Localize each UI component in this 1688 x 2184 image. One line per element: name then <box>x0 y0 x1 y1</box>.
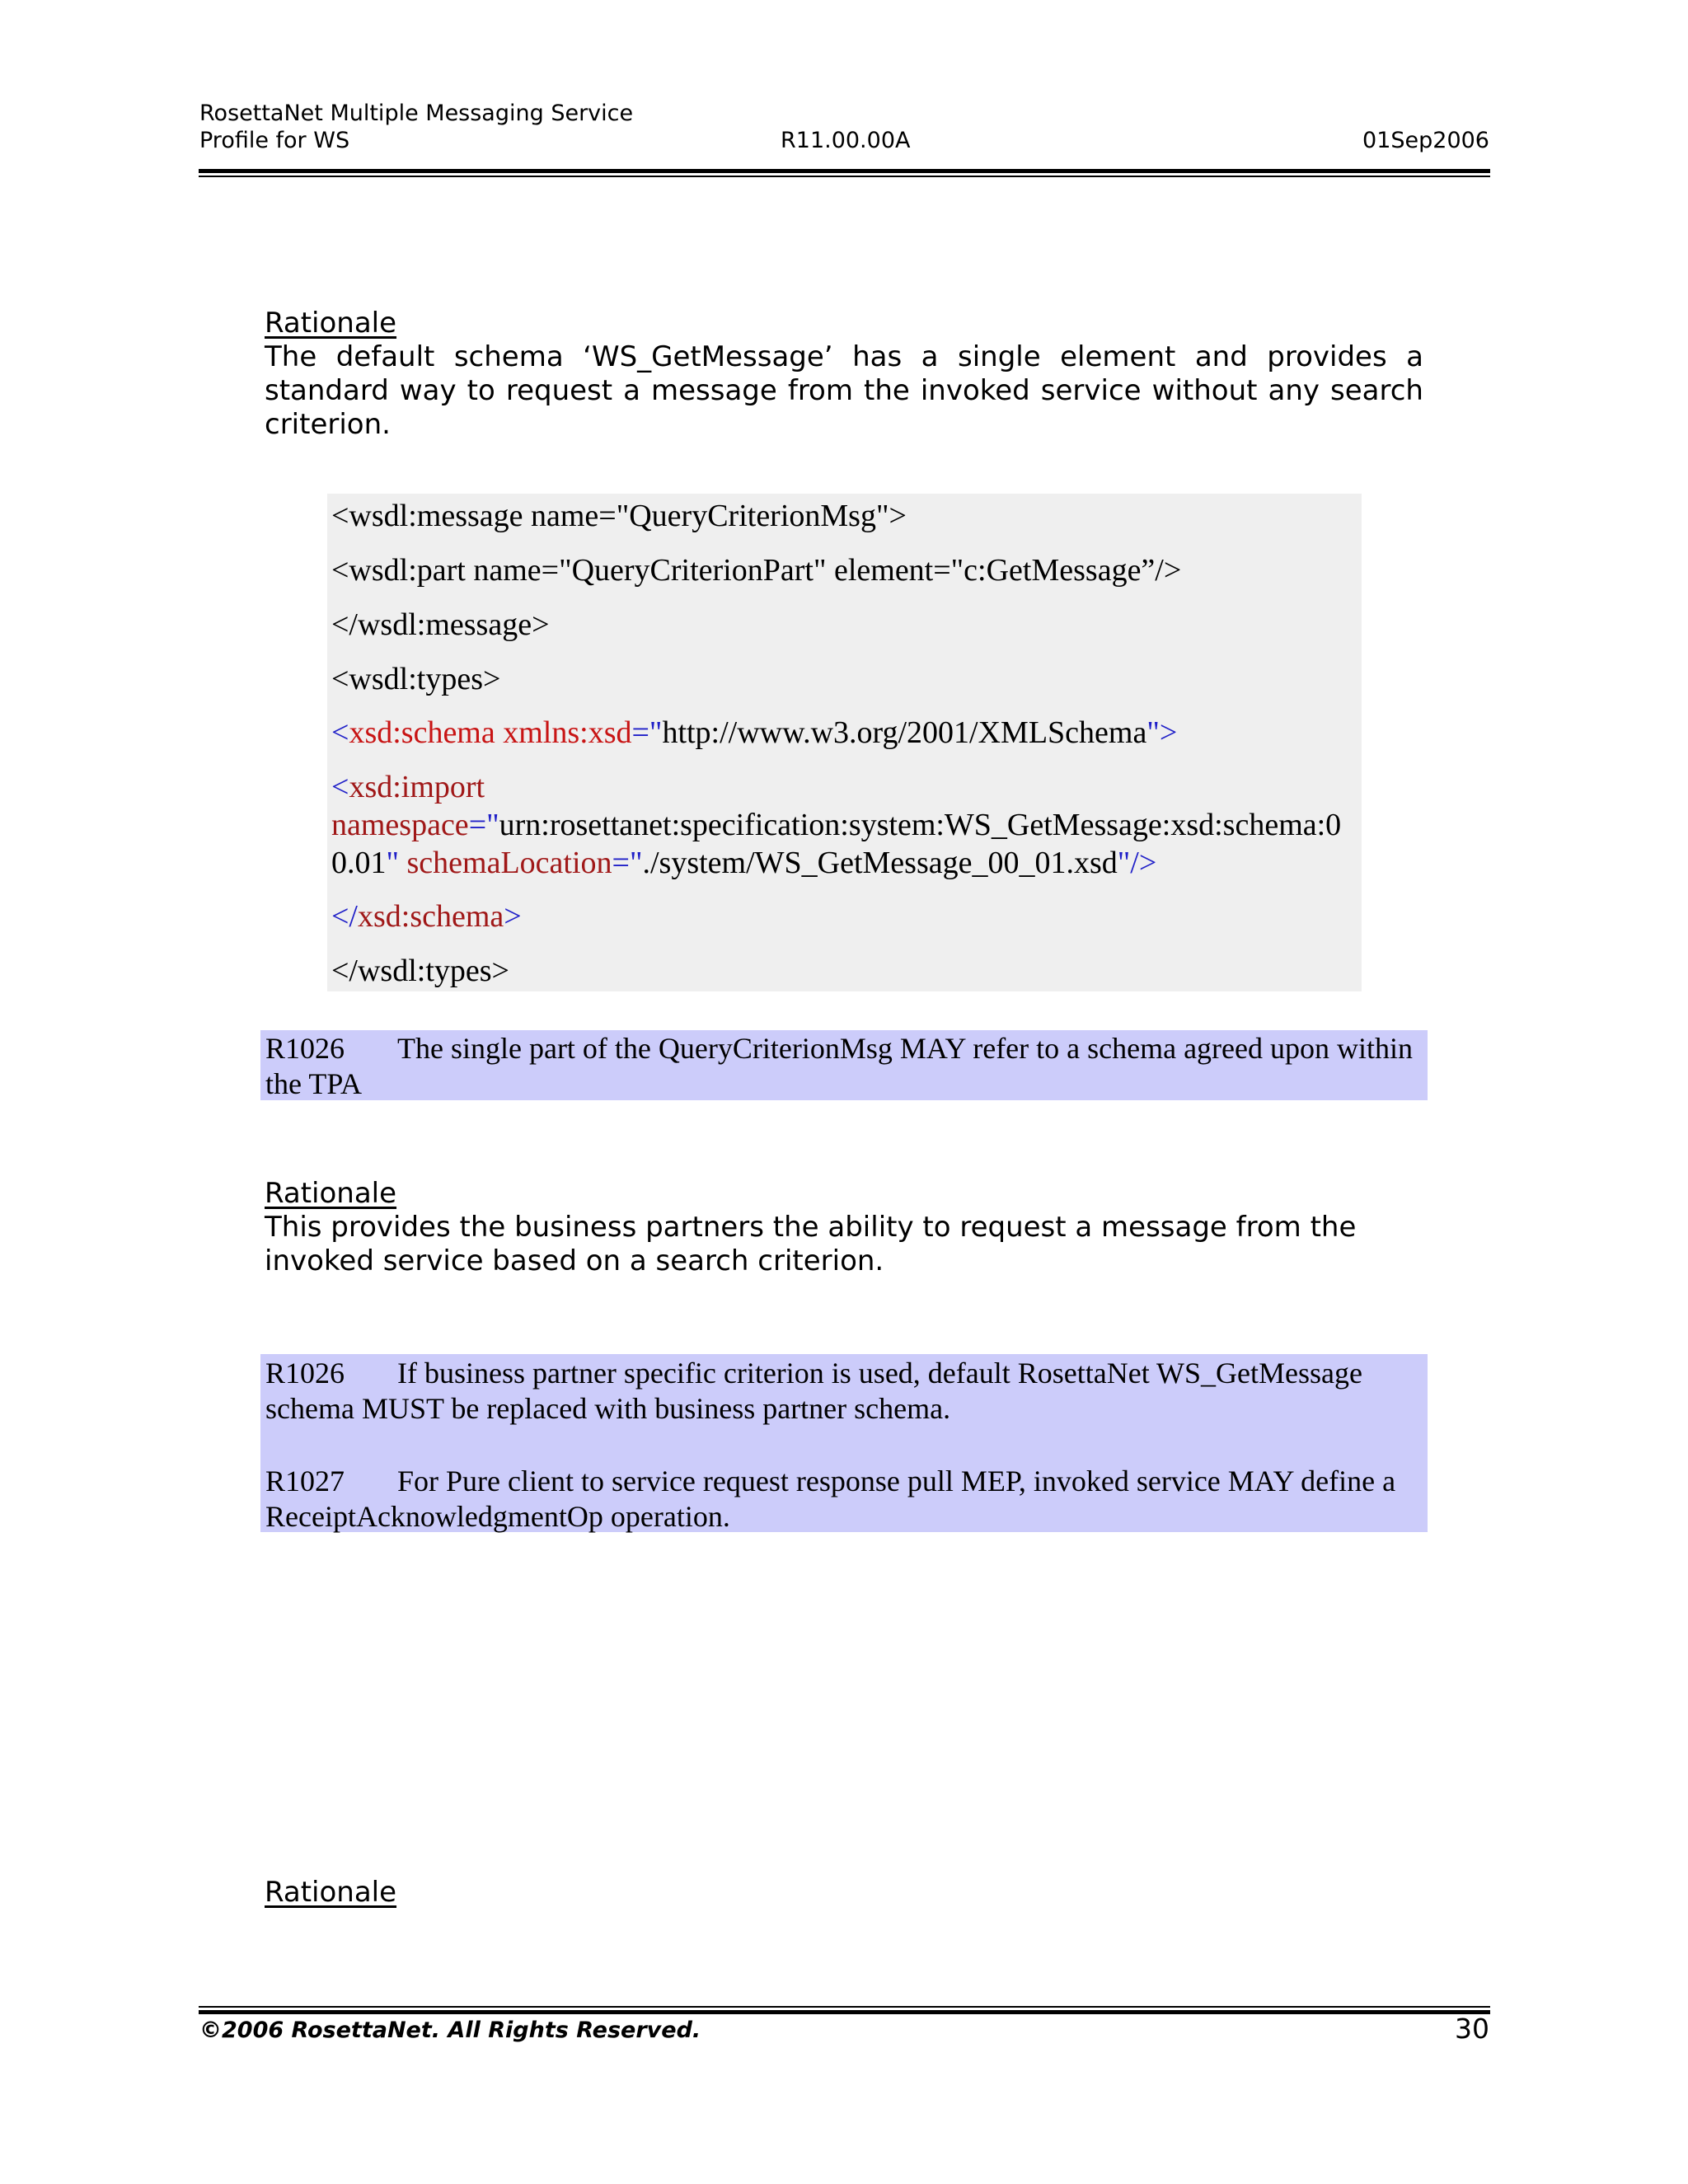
code-bracket: < <box>331 770 349 804</box>
code-value: http://www.w3.org/2001/XMLSchema <box>662 715 1147 750</box>
code-line-7 <box>331 898 1353 935</box>
footer-rule-thin <box>199 2006 1490 2008</box>
code-quote: " <box>386 846 400 880</box>
code-tag: xsd:import <box>349 770 485 804</box>
code-bracket-close: "> <box>1146 715 1178 750</box>
code-attr: xmlns:xsd <box>495 715 632 750</box>
code-line-3: </wsdl:message> <box>331 607 550 642</box>
code-eq-quote: =" <box>631 715 663 750</box>
header-rule-thin <box>199 176 1490 177</box>
requirement-r1027 <box>265 1464 1419 1535</box>
code-line-4: <wsdl:types> <box>331 662 501 696</box>
header-title-line2: Profile for WS <box>199 128 350 153</box>
header-rule-thick <box>199 169 1490 173</box>
requirement-text: For Pure client to service request response pull MEP, invoked service MAY define a ReceiptAcknowledgmentOp operation. <box>265 1465 1396 1533</box>
code-attr: schemaLocation <box>399 846 612 880</box>
code-eq-quote: =" <box>612 846 643 880</box>
rationale-heading-2: Rationale <box>265 1177 397 1210</box>
code-line-1: <wsdl:message name="QueryCriterionMsg"> <box>331 499 907 533</box>
rationale-heading-3: Rationale <box>265 1876 397 1909</box>
footer-rule-thick <box>199 2010 1490 2014</box>
code-bracket-close: "/> <box>1117 846 1157 880</box>
code-bracket-close: > <box>504 899 522 934</box>
code-value: urn:rosettanet:specification:system:WS_GetMessage:xsd:schema:00.01 <box>331 808 1342 880</box>
rationale-text-1: The default schema ‘WS_GetMessage’ has a single element and provides a standard way to request a message from the invoked service without any search criterion. <box>265 340 1423 441</box>
requirement-text: If business partner specific criterion is used, default RosettaNet WS_GetMessage schema MUST be replaced with business partner schema. <box>265 1357 1363 1425</box>
requirement-r1026-b <box>265 1356 1419 1427</box>
page-number: 30 <box>1455 2013 1489 2045</box>
header-revision: R11.00.00A <box>781 128 911 153</box>
footer-copyright: ©2006 RosettaNet. All Rights Reserved. <box>199 2018 701 2043</box>
code-eq-quote: =" <box>468 808 499 842</box>
code-tag: xsd:schema <box>349 715 495 750</box>
code-line-2: <wsdl:part name="QueryCriterionPart" element="c:GetMessage”/> <box>331 553 1182 588</box>
code-bracket: < <box>331 715 349 750</box>
requirement-id: R1027 <box>265 1465 345 1497</box>
code-tag: xsd:schema <box>358 899 504 934</box>
rationale-text-2: This provides the business partners the ability to request a message from the invoked service based on a search criterion. <box>265 1211 1357 1277</box>
code-line-8: </wsdl:types> <box>331 954 509 988</box>
code-line-6 <box>331 768 1353 882</box>
requirement-text: The single part of the QueryCriterionMsg MAY refer to a schema agreed upon within the TPA <box>265 1032 1413 1100</box>
header-title-line1: RosettaNet Multiple Messaging Service <box>199 101 634 126</box>
requirement-r1026-a <box>265 1031 1419 1102</box>
code-value: ./system/WS_GetMessage_00_01.xsd <box>642 846 1118 880</box>
requirement-id: R1026 <box>265 1357 345 1390</box>
code-bracket: </ <box>331 899 358 934</box>
requirement-id: R1026 <box>265 1032 345 1065</box>
code-line-5 <box>331 714 1353 752</box>
header-date: 01Sep2006 <box>1362 128 1489 153</box>
rationale-heading-1: Rationale <box>265 307 397 340</box>
code-attr: namespace <box>331 808 469 842</box>
